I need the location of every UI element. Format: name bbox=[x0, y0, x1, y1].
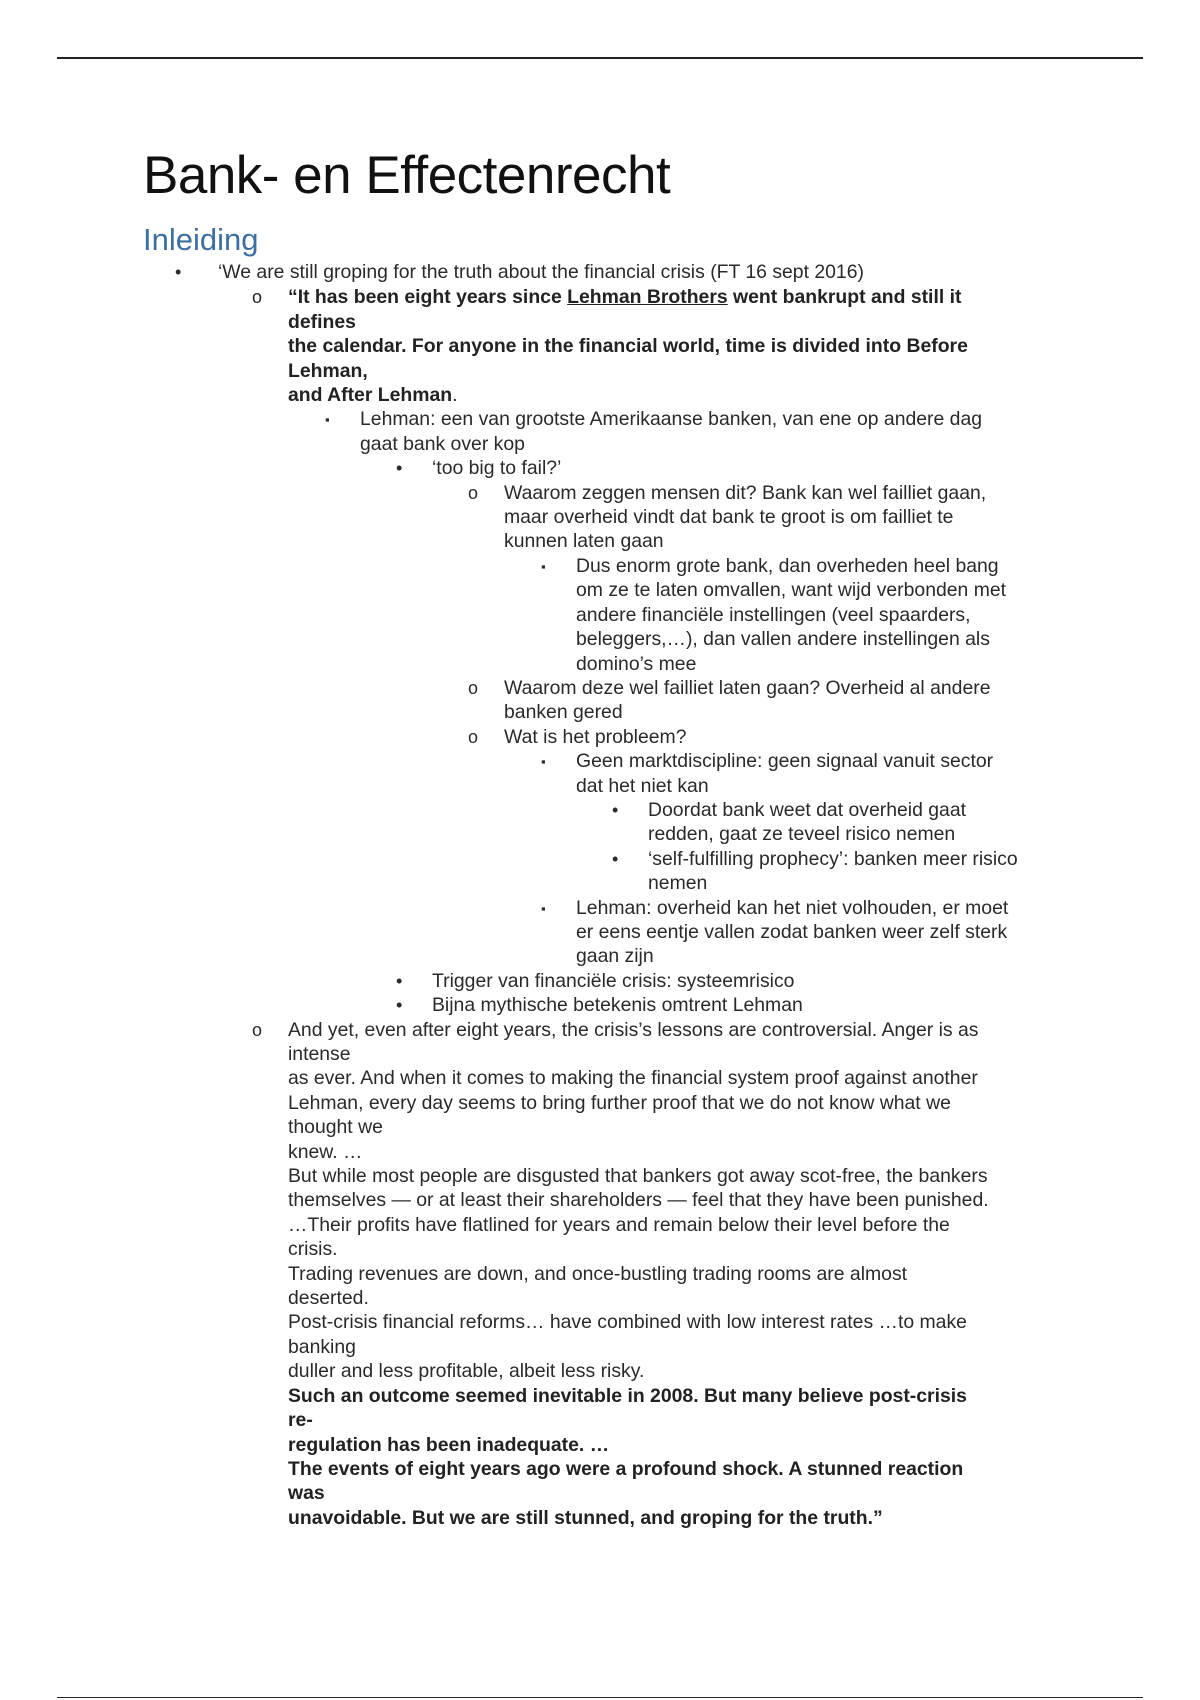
quote-item: o And yet, even after eight years, the crisis’s lessons are controversial. Anger is as intense as ever. And when it comes to making the financial system proof against another Lehman, every day seems to bring further proof that we do not know what we thought we knew. … But while most people are disgusted that bankers got away scot-free, the bankers themselves — or at least their shareholders — feel that they have been punished. …Their profits have flatlined for years and remain below their level before the crisis. Trading revenues are down, and once-bustling trading rooms are almost deserted. Post-crisis financial reforms… have combined with low interest rates …to make banking duller and less profitable, albeit less risky. Such an outcome seemed inevitable in 2008. But many believe post-crisis re- regulation has been inadequate. … The events of eight years ago were a profound shock. A stunned reaction was unavoidable. But we are still stunned, and groping for the truth.” bbox=[252, 1018, 989, 1529]
document-title: Bank- en Effectenrecht bbox=[143, 146, 671, 205]
list-item-level3: ▪ Lehman: een van grootste Amerikaanse banken, van ene op andere dag gaat bank over kop bbox=[325, 408, 983, 455]
bullet-marker: • bbox=[612, 848, 619, 869]
quote-line: defines bbox=[288, 310, 356, 333]
lehman-brothers-link: Lehman Brothers bbox=[567, 286, 728, 309]
quote-item bbox=[252, 285, 1063, 407]
section-heading: Inleiding bbox=[143, 222, 259, 257]
header-rule bbox=[57, 57, 1143, 59]
list-item-level5: o Waarom zeggen mensen dit? Bank kan wel failliet gaan, maar overheid vindt dat bank te groot is om failliet te kunnen laten gaan bbox=[468, 481, 987, 553]
list-item-level4: • Trigger van financiële crisis: systeemrisico bbox=[396, 969, 795, 992]
circle-marker: o bbox=[468, 482, 479, 503]
list-item-level1 bbox=[175, 260, 1063, 284]
quote-line: Lehman, bbox=[288, 359, 368, 382]
list-item-level6: ▪ Geen marktdiscipline: geen signaal vanuit sector dat het niet kan bbox=[541, 750, 994, 797]
quote-line: and After Lehman. bbox=[288, 384, 458, 407]
list-item-level6: ▪ Dus enorm grote bank, dan overheden heel bang om ze te laten omvallen, want wijd verbonden met andere financiële instellingen (veel spaarders, beleggers,…), dan vallen andere instellingen als domino’s mee bbox=[541, 554, 1007, 675]
square-marker: ▪ bbox=[541, 754, 546, 770]
quote-line: the calendar. For anyone in the financial world, time is divided into Before bbox=[288, 335, 968, 358]
list-item-level4: • ‘too big to fail?’ bbox=[396, 457, 562, 480]
circle-marker: o bbox=[468, 726, 479, 747]
circle-marker: o bbox=[252, 1019, 263, 1040]
list-item-level6: ▪ Lehman: overheid kan het niet volhouden, er moet er eens eentje vallen zodat banken weer zelf sterk gaan zijn bbox=[541, 896, 1009, 968]
list-item-level5: o Waarom deze wel failliet laten gaan? Overheid al andere banken gered bbox=[468, 676, 991, 724]
bullet-marker: • bbox=[612, 799, 619, 820]
square-marker: ▪ bbox=[541, 900, 546, 916]
circle-marker: o bbox=[468, 677, 479, 698]
bullet-marker: • bbox=[396, 970, 403, 991]
square-marker: ▪ bbox=[541, 558, 546, 574]
list-item-level5: o Wat is het probleem? bbox=[468, 725, 687, 748]
quote-line: “It has been eight years since Lehman Brothers went bankrupt and still it bbox=[288, 286, 962, 309]
circle-marker: o bbox=[252, 287, 263, 308]
list-item-level7: • Doordat bank weet dat overheid gaat redden, gaat ze teveel risico nemen bbox=[612, 798, 967, 846]
footer-rule bbox=[57, 1697, 1143, 1698]
bullet-marker: • bbox=[396, 458, 403, 479]
square-marker: ▪ bbox=[325, 412, 330, 428]
bullet-marker: • bbox=[175, 262, 182, 282]
list-item-text: ‘We are still groping for the truth about the financial crisis (FT 16 sept 2016) bbox=[218, 261, 864, 283]
list-item-level7: • ‘self-fulfilling prophecy’: banken meer risico nemen bbox=[612, 847, 1018, 895]
document-body bbox=[143, 145, 1063, 1530]
bullet-marker: • bbox=[396, 995, 403, 1016]
list-item-level4: • Bijna mythische betekenis omtrent Lehman bbox=[396, 994, 803, 1017]
